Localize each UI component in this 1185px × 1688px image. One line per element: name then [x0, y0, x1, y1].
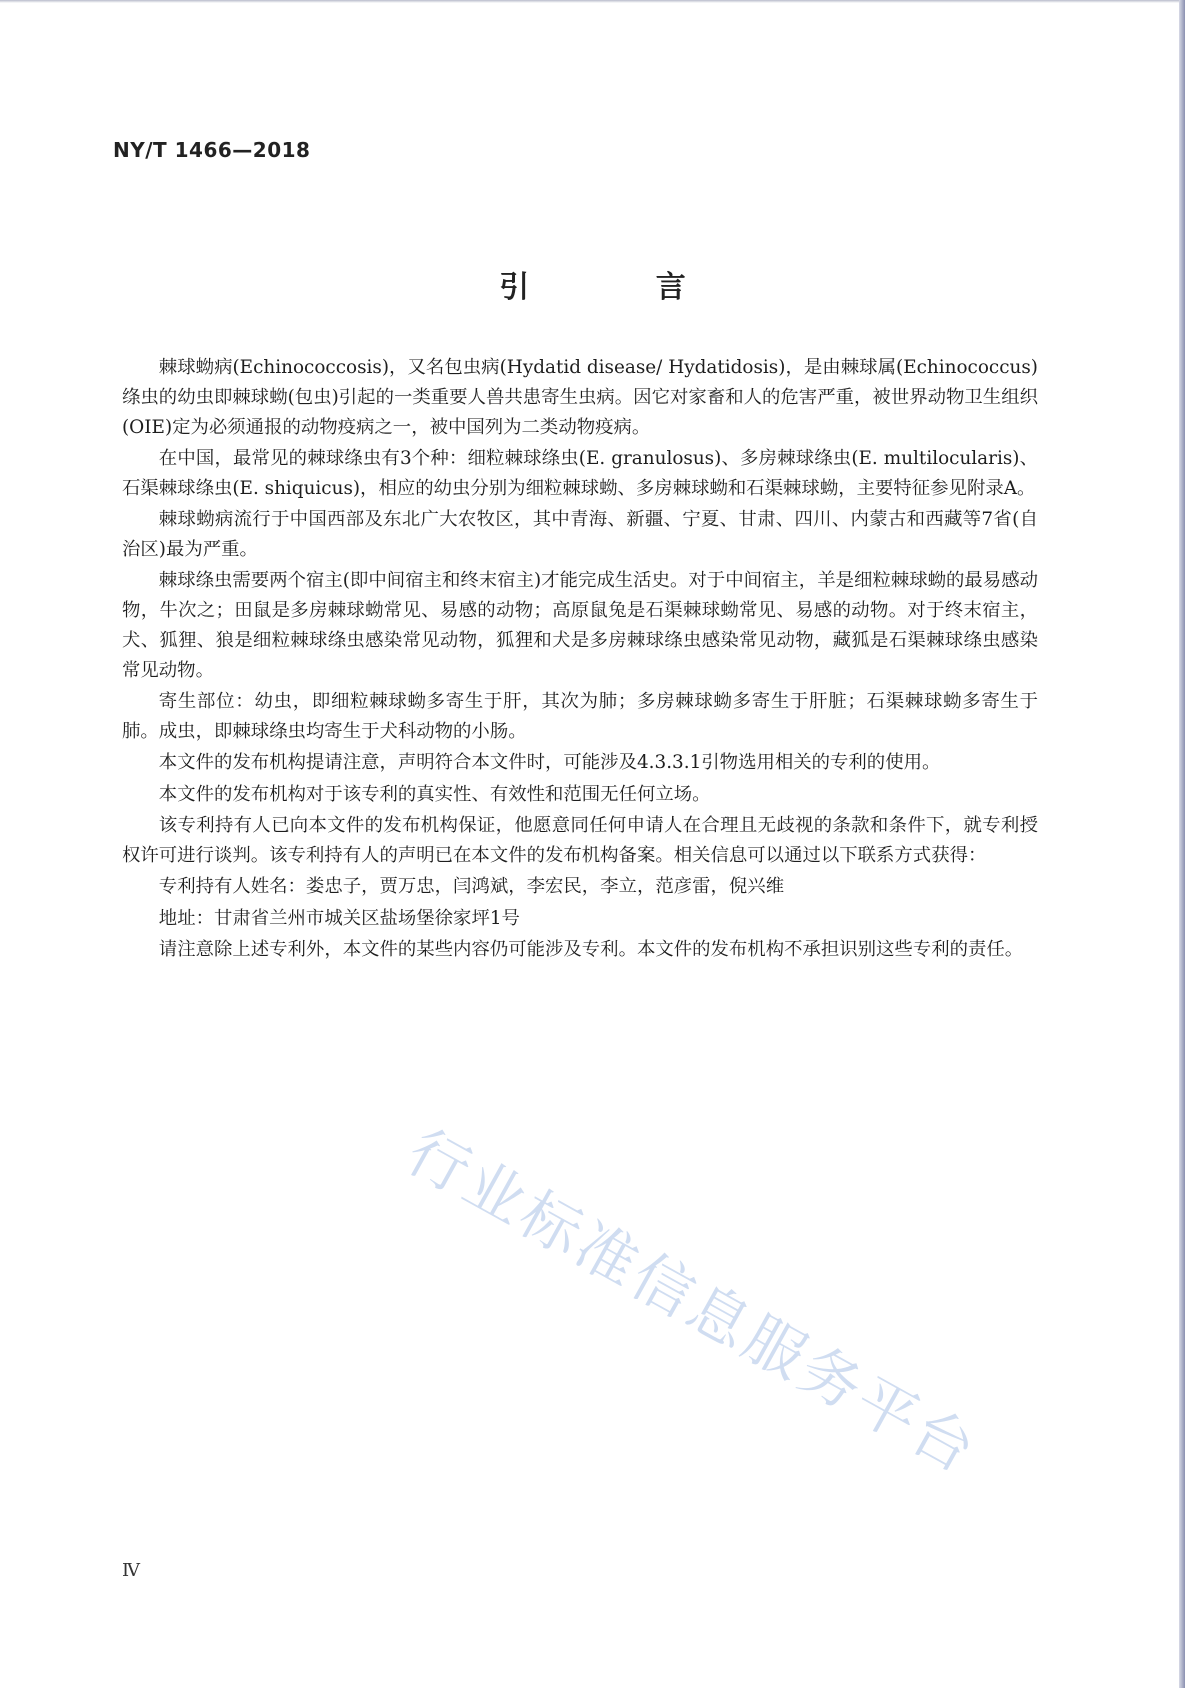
paragraph-address: 地址：甘肃省兰州市城关区盐场堡徐家坪1号: [158, 907, 520, 929]
watermark: 行业标准信息服务平台: [395, 1116, 990, 1489]
paragraph-patent-assurance: 该专利持有人已向本文件的发布机构保证，他愿意同任何申请人在合理且无歧视的条款和条件下，就专利授权许可进行谈判。该专利持有人的声明已在本文件的发布机构备案。相关信息可以通过以下联系方式获得：: [122, 815, 1038, 866]
paragraph-distribution: 棘球蚴病流行于中国西部及东北广大农牧区，其中青海、新疆、宁夏、甘肃、四川、内蒙古和西藏等7省(自治区)最为严重。: [122, 509, 1038, 560]
scan-right-edge: [1179, 0, 1185, 1688]
paragraph-patent-notice: 本文件的发布机构提请注意，声明符合本文件时，可能涉及4.3.3.1引物选用相关的专利的使用。: [158, 752, 941, 774]
paragraph-patent-disclaimer: 请注意除上述专利外，本文件的某些内容仍可能涉及专利。本文件的发布机构不承担识别这些专利的责任。: [158, 939, 1024, 961]
paragraph-patent-position: 本文件的发布机构对于该专利的真实性、有效性和范围无任何立场。: [158, 783, 711, 805]
paragraph-definition: 棘球蚴病(Echinococcosis)，又名包虫病(Hydatid disease/ Hydatidosis)，是由棘球属(Echinococcus)绦虫的幼虫即棘球蚴(包虫)引起的一类重要人兽共患寄生虫病。因它对家畜和人的危害严重，被世界动物卫生组织(OIE)定为必须通报的动物疫病之一，被中国列为二类动物疫病。: [122, 357, 1038, 438]
paragraph-species: 在中国，最常见的棘球绦虫有3个种：细粒棘球绦虫(E. granulosus)、多房棘球绦虫(E. multilocularis)、石渠棘球绦虫(E. shiquicus)，相应的幼虫分别为细粒棘球蚴、多房棘球蚴和石渠棘球蚴，主要特征参见附录A。: [122, 447, 1038, 499]
scan-top-edge: [0, 0, 1185, 3]
section-title: 引 言: [499, 270, 744, 305]
paragraph-parasitic-sites: 寄生部位：幼虫，即细粒棘球蚴多寄生于肝，其次为肺；多房棘球蚴多寄生于肝脏；石渠棘球蚴多寄生于肺。成虫，即棘球绦虫均寄生于犬科动物的小肠。: [122, 691, 1038, 742]
document-body: [122, 353, 1038, 966]
document-code: NY/T 1466—2018: [113, 138, 311, 162]
paragraph-patent-holders: 专利持有人姓名：娄忠子，贾万忠，闫鸿斌，李宏民，李立，范彦雷，倪兴维: [158, 876, 785, 898]
paragraph-hosts: 棘球绦虫需要两个宿主(即中间宿主和终末宿主)才能完成生活史。对于中间宿主，羊是细粒棘球蚴的最易感动物，牛次之；田鼠是多房棘球蚴常见、易感的动物；高原鼠兔是石渠棘球蚴常见、易感的动物。对于终末宿主，犬、狐狸、狼是细粒棘球绦虫感染常见动物，狐狸和犬是多房棘球绦虫感染常见动物，藏狐是石渠棘球绦虫感染常见动物。: [122, 570, 1038, 681]
page-number: Ⅳ: [122, 1560, 140, 1581]
